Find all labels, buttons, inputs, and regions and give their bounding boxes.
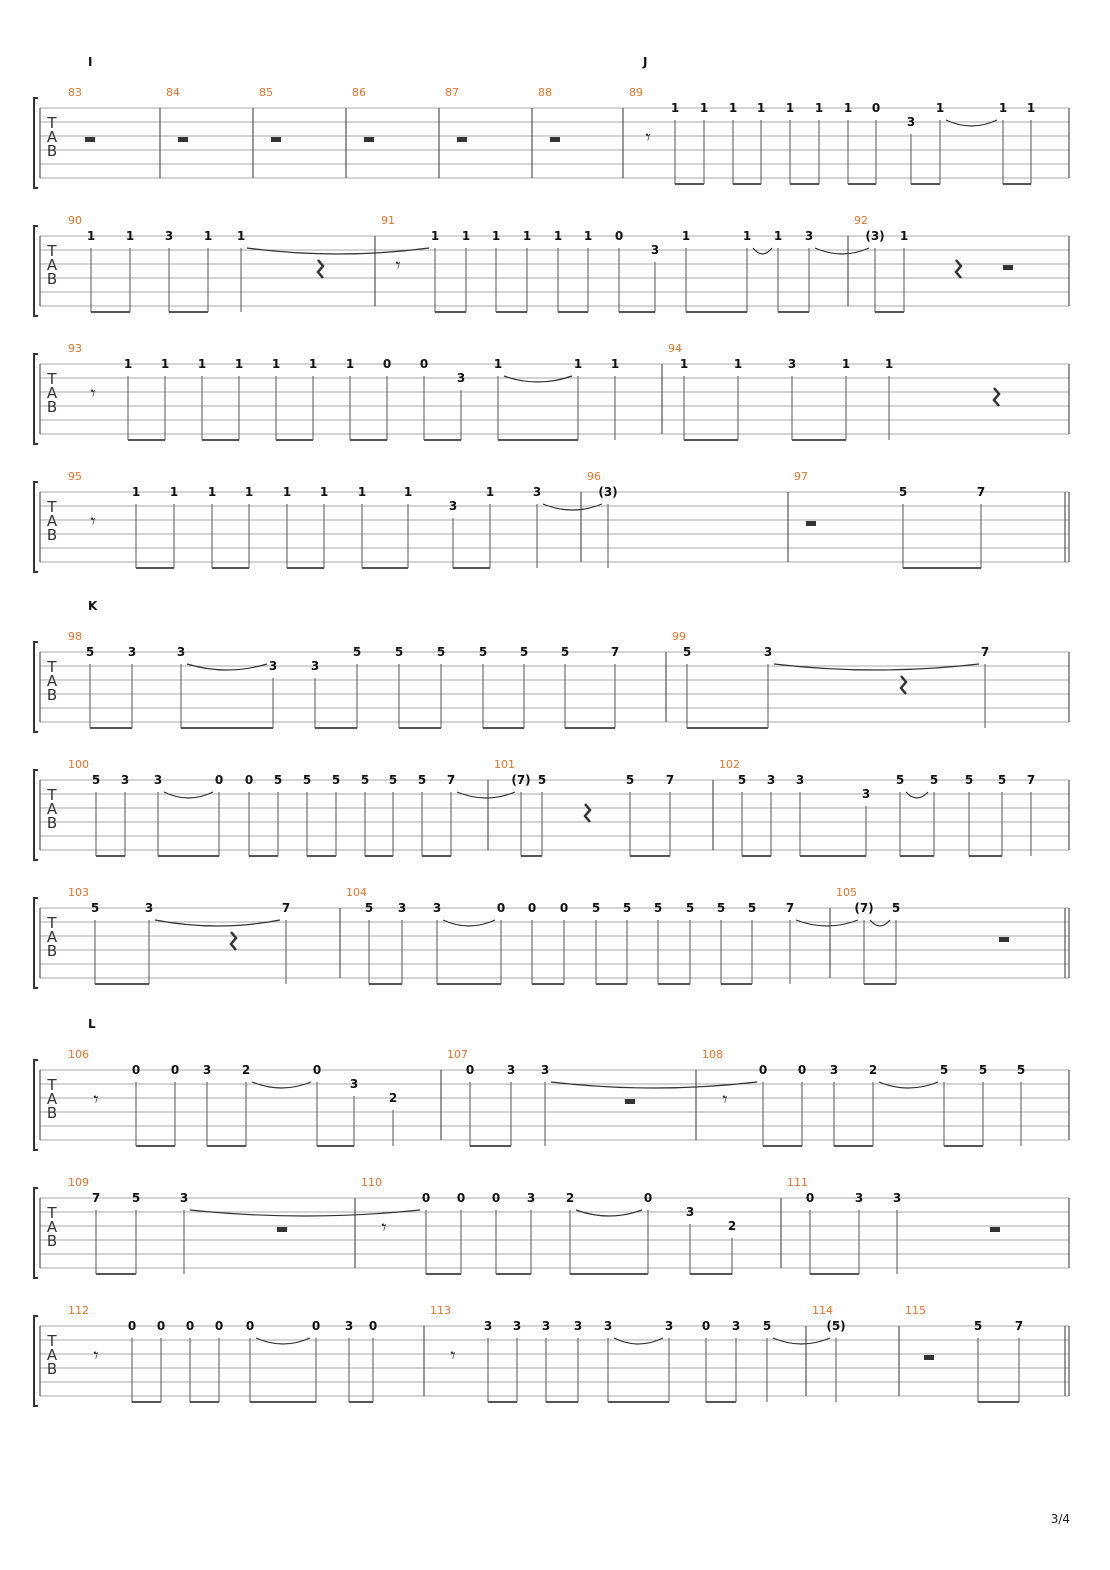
- fret-number: 5: [85, 645, 95, 659]
- tab-clef-letter: B: [46, 1232, 58, 1250]
- measure-number: 84: [166, 86, 180, 99]
- quarter-rest: [901, 676, 906, 694]
- tie-arc: [256, 1338, 310, 1344]
- fret-number: 3: [432, 901, 442, 915]
- system-bracket: [34, 642, 38, 732]
- fret-number: 5: [973, 1319, 983, 1333]
- fret-number: 1: [742, 229, 752, 243]
- fret-number: 5: [978, 1063, 988, 1077]
- sixteenth-rest: 𝄾: [90, 381, 96, 405]
- fret-number: 5: [682, 645, 692, 659]
- system-bracket: [34, 482, 38, 572]
- fret-number: 5: [737, 773, 747, 787]
- fret-number: 3: [483, 1319, 493, 1333]
- fret-number: 1: [461, 229, 471, 243]
- fret-number: 5: [91, 773, 101, 787]
- measure-number: 107: [447, 1048, 468, 1061]
- eighth-rest: 𝄾: [93, 1087, 99, 1111]
- tab-clef-letter: A: [46, 256, 58, 274]
- fret-number: 0: [797, 1063, 807, 1077]
- half-rest: [364, 137, 374, 142]
- measure-number: 100: [68, 758, 89, 771]
- fret-number: 3: [397, 901, 407, 915]
- measure-number: 85: [259, 86, 273, 99]
- fret-number: 1: [244, 485, 254, 499]
- fret-number: 3: [861, 787, 871, 801]
- measure-number: 105: [836, 886, 857, 899]
- tie-arc: [576, 1210, 642, 1216]
- fret-number: (7): [511, 773, 531, 787]
- fret-number: 2: [868, 1063, 878, 1077]
- fret-number: 1: [553, 229, 563, 243]
- half-rest: [178, 137, 188, 142]
- eighth-rest: 𝄾: [722, 1087, 728, 1111]
- fret-number: 3: [787, 357, 797, 371]
- tab-clef-letter: T: [47, 1332, 57, 1350]
- tab-clef-letter: T: [47, 658, 57, 676]
- fret-number: 3: [144, 901, 154, 915]
- fret-number: 0: [244, 773, 254, 787]
- tab-clef-letter: B: [46, 142, 58, 160]
- tie-arc: [543, 504, 602, 510]
- fret-number: 3: [344, 1319, 354, 1333]
- rehearsal-mark: K: [88, 599, 98, 613]
- eighth-rest: 𝄾: [450, 1343, 456, 1367]
- tie-arc: [164, 792, 213, 798]
- fret-number: 5: [964, 773, 974, 787]
- half-rest: [271, 137, 281, 142]
- eighth-rest: 𝄾: [90, 509, 96, 533]
- measure-number: 90: [68, 214, 82, 227]
- tab-clef-letter: B: [46, 686, 58, 704]
- fret-number: 1: [884, 357, 894, 371]
- fret-number: 7: [976, 485, 986, 499]
- fret-number: 1: [843, 101, 853, 115]
- fret-number: 3: [532, 485, 542, 499]
- system-bracket: [34, 770, 38, 860]
- fret-number: 0: [382, 357, 392, 371]
- fret-number: 1: [123, 357, 133, 371]
- fret-number: 5: [716, 901, 726, 915]
- fret-number: 5: [537, 773, 547, 787]
- fret-number: 2: [727, 1219, 737, 1233]
- measure-number: 94: [668, 342, 682, 355]
- fret-number: 5: [1016, 1063, 1026, 1077]
- fret-number: 5: [762, 1319, 772, 1333]
- tab-clef-letter: B: [46, 398, 58, 416]
- tab-clef-letter: A: [46, 672, 58, 690]
- half-rest: [550, 137, 560, 142]
- fret-number: 1: [234, 357, 244, 371]
- fret-number: 5: [929, 773, 939, 787]
- fret-number: 3: [512, 1319, 522, 1333]
- fret-number: 1: [203, 229, 213, 243]
- fret-number: 1: [583, 229, 593, 243]
- measure-number: 102: [719, 758, 740, 771]
- fret-number: 0: [245, 1319, 255, 1333]
- measure-number: 91: [381, 214, 395, 227]
- system-bracket: [34, 1188, 38, 1278]
- quarter-rest: [231, 932, 236, 950]
- half-rest: [806, 521, 816, 526]
- half-rest: [277, 1227, 287, 1232]
- measure-number: 103: [68, 886, 89, 899]
- fret-number: 5: [394, 645, 404, 659]
- tie-arc: [252, 1082, 311, 1088]
- fret-number: 0: [496, 901, 506, 915]
- system-bracket: [34, 226, 38, 316]
- fret-number: 1: [679, 357, 689, 371]
- tab-clef-letter: T: [47, 498, 57, 516]
- fret-number: 3: [127, 645, 137, 659]
- fret-number: 5: [622, 901, 632, 915]
- measure-number: 88: [538, 86, 552, 99]
- fret-number: 1: [169, 485, 179, 499]
- tab-clef-letter: A: [46, 128, 58, 146]
- fret-number: 0: [805, 1191, 815, 1205]
- measure-number: 95: [68, 470, 82, 483]
- fret-number: 0: [185, 1319, 195, 1333]
- fret-number: 1: [573, 357, 583, 371]
- fret-number: 5: [352, 645, 362, 659]
- fret-number: 7: [1014, 1319, 1024, 1333]
- fret-number: 5: [388, 773, 398, 787]
- half-rest: [457, 137, 467, 142]
- fret-number: 3: [448, 499, 458, 513]
- fret-number: 3: [854, 1191, 864, 1205]
- tab-clef-letter: A: [46, 928, 58, 946]
- tab-clef-letter: B: [46, 1104, 58, 1122]
- fret-number: 3: [164, 229, 174, 243]
- quarter-rest: [994, 388, 999, 406]
- fret-number: 1: [610, 357, 620, 371]
- fret-number: 0: [421, 1191, 431, 1205]
- fret-number: 5: [519, 645, 529, 659]
- fret-number: 1: [814, 101, 824, 115]
- fret-number: 5: [302, 773, 312, 787]
- fret-number: 3: [349, 1077, 359, 1091]
- fret-number: 3: [176, 645, 186, 659]
- fret-number: 1: [160, 357, 170, 371]
- fret-number: 0: [214, 1319, 224, 1333]
- fret-number: 1: [699, 101, 709, 115]
- fret-number: 1: [1026, 101, 1036, 115]
- fret-number: 3: [573, 1319, 583, 1333]
- tie-arc: [796, 920, 858, 926]
- fret-number: 1: [670, 101, 680, 115]
- system-bracket: [34, 898, 38, 988]
- half-rest: [924, 1355, 934, 1360]
- fret-number: 0: [701, 1319, 711, 1333]
- sixteenth-rest: 𝄾: [645, 125, 651, 149]
- fret-number: 3: [540, 1063, 550, 1077]
- tie-arc: [504, 376, 572, 382]
- fret-number: 5: [90, 901, 100, 915]
- fret-number: 0: [127, 1319, 137, 1333]
- rehearsal-mark: L: [88, 1017, 96, 1031]
- fret-number: 0: [527, 901, 537, 915]
- eighth-rest: 𝄾: [381, 1215, 387, 1239]
- fret-number: 3: [456, 371, 466, 385]
- measure-number: 114: [812, 1304, 833, 1317]
- fret-number: 3: [685, 1205, 695, 1219]
- fret-number: 0: [758, 1063, 768, 1077]
- tie-arc: [753, 248, 772, 254]
- fret-number: 3: [268, 659, 278, 673]
- measure-number: 108: [702, 1048, 723, 1061]
- fret-number: 1: [271, 357, 281, 371]
- eighth-rest: 𝄾: [395, 253, 401, 277]
- fret-number: 3: [202, 1063, 212, 1077]
- fret-number: 1: [197, 357, 207, 371]
- half-rest: [85, 137, 95, 142]
- tie-arc: [773, 1338, 830, 1344]
- system-bracket: [34, 1316, 38, 1406]
- fret-number: 1: [681, 229, 691, 243]
- fret-number: 5: [997, 773, 1007, 787]
- measure-number: 106: [68, 1048, 89, 1061]
- fret-number: 7: [1026, 773, 1036, 787]
- measure-number: 109: [68, 1176, 89, 1189]
- fret-number: 1: [86, 229, 96, 243]
- fret-number: 5: [560, 645, 570, 659]
- tie-arc: [614, 1338, 663, 1344]
- tab-clef-letter: T: [47, 242, 57, 260]
- fret-number: 3: [731, 1319, 741, 1333]
- measure-number: 115: [905, 1304, 926, 1317]
- measure-number: 92: [854, 214, 868, 227]
- fret-number: 0: [170, 1063, 180, 1077]
- quarter-rest: [956, 260, 961, 278]
- measure-number: 86: [352, 86, 366, 99]
- fret-number: 0: [419, 357, 429, 371]
- fret-number: 0: [368, 1319, 378, 1333]
- fret-number: 3: [892, 1191, 902, 1205]
- fret-number: 3: [804, 229, 814, 243]
- fret-number: 7: [91, 1191, 101, 1205]
- tab-clef-letter: T: [47, 786, 57, 804]
- fret-number: 2: [388, 1091, 398, 1105]
- fret-number: 0: [491, 1191, 501, 1205]
- fret-number: 1: [308, 357, 318, 371]
- fret-number: 5: [653, 901, 663, 915]
- tab-clef-letter: A: [46, 1346, 58, 1364]
- fret-number: 3: [906, 115, 916, 129]
- tie-arc: [906, 792, 928, 798]
- fret-number: 3: [664, 1319, 674, 1333]
- fret-number: 3: [310, 659, 320, 673]
- measure-number: 93: [68, 342, 82, 355]
- fret-number: 5: [895, 773, 905, 787]
- tie-arc: [187, 664, 267, 670]
- system-bracket: [34, 1060, 38, 1150]
- tab-clef-letter: T: [47, 914, 57, 932]
- fret-number: 0: [456, 1191, 466, 1205]
- measure-number: 87: [445, 86, 459, 99]
- tie-arc: [247, 248, 429, 254]
- fret-number: 1: [733, 357, 743, 371]
- fret-number: 0: [559, 901, 569, 915]
- measure-number: 104: [346, 886, 367, 899]
- measure-number: 111: [787, 1176, 808, 1189]
- fret-number: 1: [430, 229, 440, 243]
- rehearsal-mark: I: [88, 55, 93, 69]
- fret-number: 0: [311, 1319, 321, 1333]
- fret-number: 3: [120, 773, 130, 787]
- tie-arc: [774, 664, 979, 670]
- page-number: 3/4: [1050, 1512, 1070, 1526]
- measure-number: 98: [68, 630, 82, 643]
- fret-number: 3: [603, 1319, 613, 1333]
- fret-number: (3): [865, 229, 885, 243]
- tab-clef-letter: B: [46, 814, 58, 832]
- fret-number: 3: [179, 1191, 189, 1205]
- fret-number: 1: [207, 485, 217, 499]
- fret-number: 1: [485, 485, 495, 499]
- measure-number: 99: [672, 630, 686, 643]
- fret-number: 7: [446, 773, 456, 787]
- measure-number: 112: [68, 1304, 89, 1317]
- fret-number: 5: [360, 773, 370, 787]
- fret-number: 1: [756, 101, 766, 115]
- tie-arc: [870, 920, 890, 926]
- measure-number: 97: [794, 470, 808, 483]
- fret-number: 3: [766, 773, 776, 787]
- fret-number: (5): [826, 1319, 846, 1333]
- fret-number: 3: [763, 645, 773, 659]
- fret-number: 0: [156, 1319, 166, 1333]
- measure-number: 113: [430, 1304, 451, 1317]
- tie-arc: [457, 792, 515, 798]
- tab-clef-letter: B: [46, 526, 58, 544]
- fret-number: 7: [281, 901, 291, 915]
- tab-clef-letter: B: [46, 942, 58, 960]
- tie-arc: [879, 1082, 938, 1088]
- fret-number: 1: [493, 357, 503, 371]
- fret-number: 5: [273, 773, 283, 787]
- fret-number: 3: [795, 773, 805, 787]
- fret-number: 1: [403, 485, 413, 499]
- fret-number: 1: [785, 101, 795, 115]
- fret-number: 1: [899, 229, 909, 243]
- fret-number: 2: [565, 1191, 575, 1205]
- fret-number: 1: [319, 485, 329, 499]
- tab-clef-letter: A: [46, 1218, 58, 1236]
- fret-number: 5: [939, 1063, 949, 1077]
- fret-number: (7): [854, 901, 874, 915]
- fret-number: 3: [541, 1319, 551, 1333]
- half-rest: [625, 1099, 635, 1104]
- measure-number: 110: [361, 1176, 382, 1189]
- fret-number: 1: [282, 485, 292, 499]
- fret-number: 1: [125, 229, 135, 243]
- fret-number: 1: [236, 229, 246, 243]
- tie-arc: [815, 248, 869, 254]
- tie-arc: [155, 920, 280, 926]
- measure-number: 96: [587, 470, 601, 483]
- fret-number: 1: [935, 101, 945, 115]
- half-rest: [999, 937, 1009, 942]
- tab-clef-letter: T: [47, 114, 57, 132]
- fret-number: 1: [357, 485, 367, 499]
- fret-number: 1: [345, 357, 355, 371]
- fret-number: 5: [364, 901, 374, 915]
- eighth-rest: 𝄾: [93, 1343, 99, 1367]
- fret-number: 5: [131, 1191, 141, 1205]
- rehearsal-mark: J: [643, 55, 648, 69]
- fret-number: 5: [685, 901, 695, 915]
- half-rest: [1003, 265, 1013, 270]
- fret-number: 3: [829, 1063, 839, 1077]
- fret-number: 5: [747, 901, 757, 915]
- fret-number: 0: [614, 229, 624, 243]
- fret-number: 1: [773, 229, 783, 243]
- quarter-rest: [318, 260, 323, 278]
- tab-clef-letter: B: [46, 1360, 58, 1378]
- fret-number: 3: [650, 243, 660, 257]
- measure-number: 89: [629, 86, 643, 99]
- tie-arc: [946, 120, 997, 126]
- fret-number: 5: [331, 773, 341, 787]
- fret-number: 5: [591, 901, 601, 915]
- fret-number: 1: [728, 101, 738, 115]
- system-bracket: [34, 98, 38, 188]
- fret-number: 1: [131, 485, 141, 499]
- fret-number: 1: [841, 357, 851, 371]
- tab-clef-letter: T: [47, 1204, 57, 1222]
- measure-number: 101: [494, 758, 515, 771]
- system-bracket: [34, 354, 38, 444]
- fret-number: 0: [312, 1063, 322, 1077]
- fret-number: 5: [891, 901, 901, 915]
- fret-number: 3: [153, 773, 163, 787]
- fret-number: 5: [478, 645, 488, 659]
- fret-number: 0: [214, 773, 224, 787]
- fret-number: (3): [598, 485, 618, 499]
- fret-number: 7: [980, 645, 990, 659]
- fret-number: 7: [785, 901, 795, 915]
- fret-number: 0: [465, 1063, 475, 1077]
- fret-number: 0: [643, 1191, 653, 1205]
- fret-number: 0: [871, 101, 881, 115]
- tab-clef-letter: A: [46, 512, 58, 530]
- fret-number: 7: [665, 773, 675, 787]
- fret-number: 5: [436, 645, 446, 659]
- half-rest: [990, 1227, 1000, 1232]
- fret-number: 1: [998, 101, 1008, 115]
- tie-arc: [443, 920, 495, 926]
- measure-number: 83: [68, 86, 82, 99]
- fret-number: 1: [491, 229, 501, 243]
- tab-clef-letter: A: [46, 384, 58, 402]
- fret-number: 1: [522, 229, 532, 243]
- tab-clef-letter: A: [46, 800, 58, 818]
- fret-number: 0: [131, 1063, 141, 1077]
- fret-number: 2: [241, 1063, 251, 1077]
- fret-number: 3: [506, 1063, 516, 1077]
- fret-number: 7: [610, 645, 620, 659]
- tab-clef-letter: A: [46, 1090, 58, 1108]
- tab-clef-letter: B: [46, 270, 58, 288]
- quarter-rest: [585, 804, 590, 822]
- fret-number: 5: [625, 773, 635, 787]
- tab-clef-letter: T: [47, 370, 57, 388]
- tab-clef-letter: T: [47, 1076, 57, 1094]
- fret-number: 3: [526, 1191, 536, 1205]
- fret-number: 5: [417, 773, 427, 787]
- fret-number: 5: [898, 485, 908, 499]
